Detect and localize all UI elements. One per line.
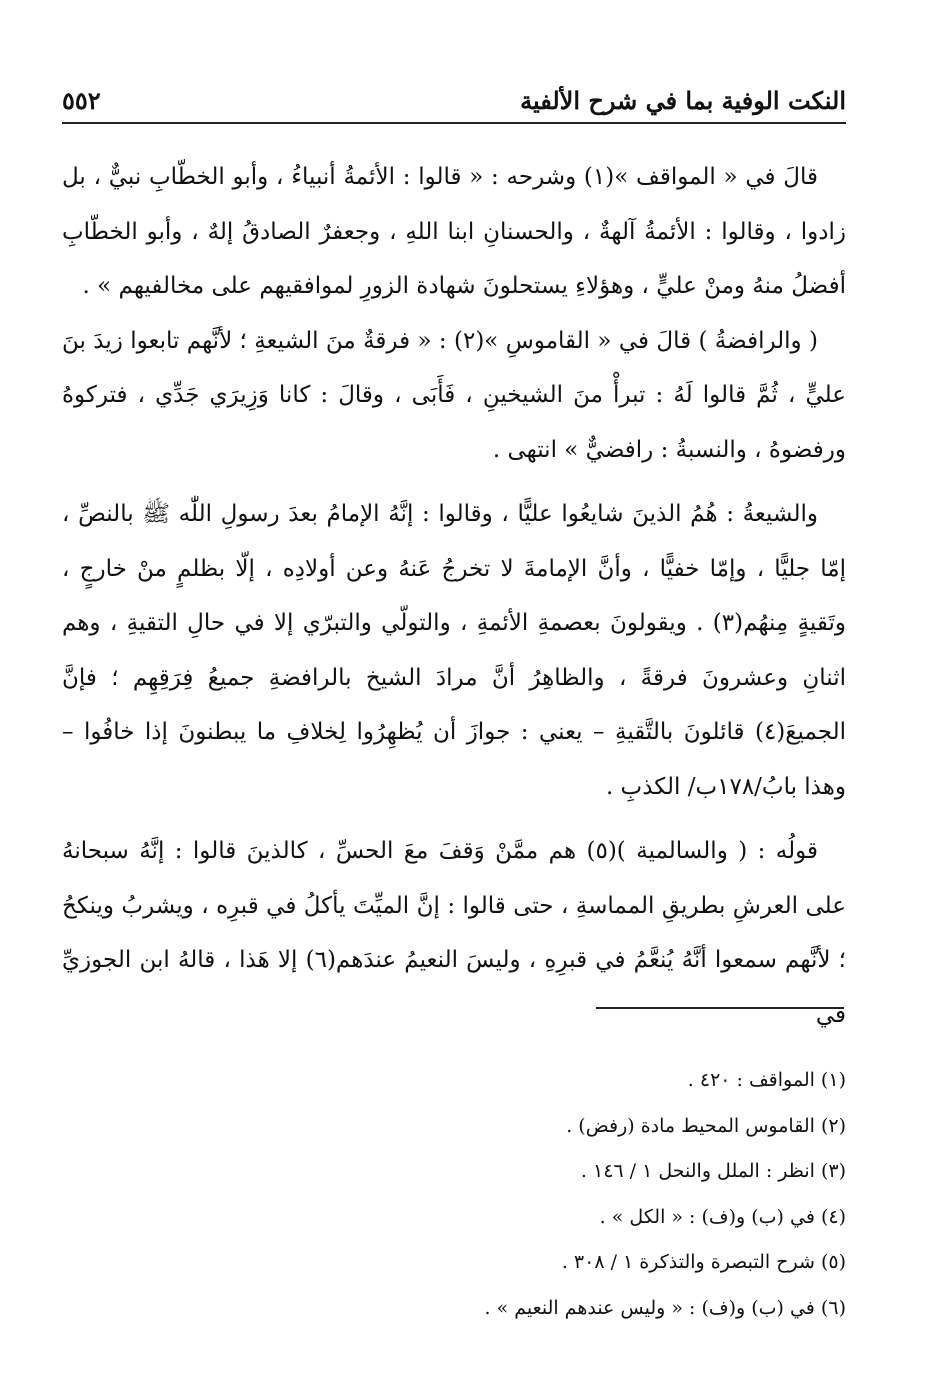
page-number: ٥٥٢ (62, 85, 101, 115)
footnote-separator (596, 1007, 844, 1009)
paragraph-shia: والشيعةُ : هُمُ الذينَ شايعُوا عليًّا ، وقالوا : إنَّهُ الإمامُ بعدَ رسولِ اللّٰه ﷺ بالنصِّ ، إمّا جليًّا ، وإمّا خفيًّا ، وأنَّ الإمامةَ لا تخرجُ عَنهُ وعن أولادِه ، إلّا بظلمٍ منْ خارجٍ ، وتَقيةٍ مِنهُم(٣) . ويقولونَ بعصمةِ الأئمةِ ، والتولّي والتبرّي إلا في حالِ التقيةِ ، وهم اثنانِ وعشرونَ فرقةً ، والظاهِرُ أنَّ مرادَ الشيخ بالرافضةِ جميعُ فِرَقِهِم ؛ فإنَّ الجميعَ(٤) قائلونَ بالتَّقيةِ – يعني : جوازَ أن يُظهِرُوا لِخلافِ ما يبطنونَ إذا خافُوا – وهذا بابُ/١٧٨ب/ الكذبِ . (62, 501, 846, 800)
paragraph-mawaqif: قالَ في « المواقف »(١) وشرحه : « قالوا : الأئمةُ أنبياءُ ، وأبو الخطّابِ نبيٌّ ، بل زادوا ، وقالوا : الأئمةُ آلهةٌ ، والحسنانِ ابنا اللهِ ، وجعفرٌ الصادقُ إلهٌ ، وأبو الخطّابِ أفضلُ منهُ ومنْ عليٍّ ، وهؤلاءِ يستحلونَ شهادة الزورِ لموافقيهم على مخالفيهم » . (62, 164, 846, 299)
footnotes (62, 1058, 846, 1331)
footnote-4: (٤) في (ب) و(ف) : « الكل » . (599, 1205, 846, 1228)
footnote-1: (١) المواقف : ٤٢٠ . (687, 1069, 846, 1091)
footnote-5: (٥) شرح التبصرة والتذكرة ١ / ٣٠٨ . (561, 1251, 846, 1273)
footnote-3: (٣) انظر : الملل والنحل ١ / ١٤٦ . (580, 1160, 846, 1182)
paragraph-salimiyya: قولُه : ( والسالمية )(٥) هم ممَّنْ وَقفَ معَ الحسِّ ، كالذينَ قالوا : إنَّهُ سبحانهُ على العرشِ بطريقِ المماسةِ ، حتى قالوا : إنَّ الميِّتَ يأكلُ في قبرِه ، ويشربُ وينكحُ ؛ لأنَّهم سمعوا أنَّهُ يُنعَّمُ في قبرِهِ ، وليسَ النعيمُ عندَهم(٦) إلا هَذا ، قالهُ ابن الجوزيِّ في (62, 838, 846, 1028)
footnote-6: (٦) في (ب) و(ف) : « وليس عندهم النعيم » . (484, 1296, 846, 1319)
book-title: النكت الوفية بما في شرح الألفية (520, 85, 846, 115)
paragraph-rafida: ( والرافضةُ ) قالَ في « القاموسِ »(٢) : « فرقةٌ منَ الشيعةِ ؛ لأنَّهم تابعوا زيدَ بنَ عليٍّ ، ثُمَّ قالوا لَهُ : تبرأْ منَ الشيخينِ ، فَأَبَى ، وقالَ : كانا وَزِيرَي جَدِّي ، فتركوهُ ورفضوهُ ، والنسبةُ : رافضيٌّ » انتهى . (62, 327, 846, 463)
main-text (62, 150, 846, 1042)
footnote-2: (٢) القاموس المحيط مادة (رفض) . (566, 1114, 846, 1137)
running-header (62, 78, 846, 124)
